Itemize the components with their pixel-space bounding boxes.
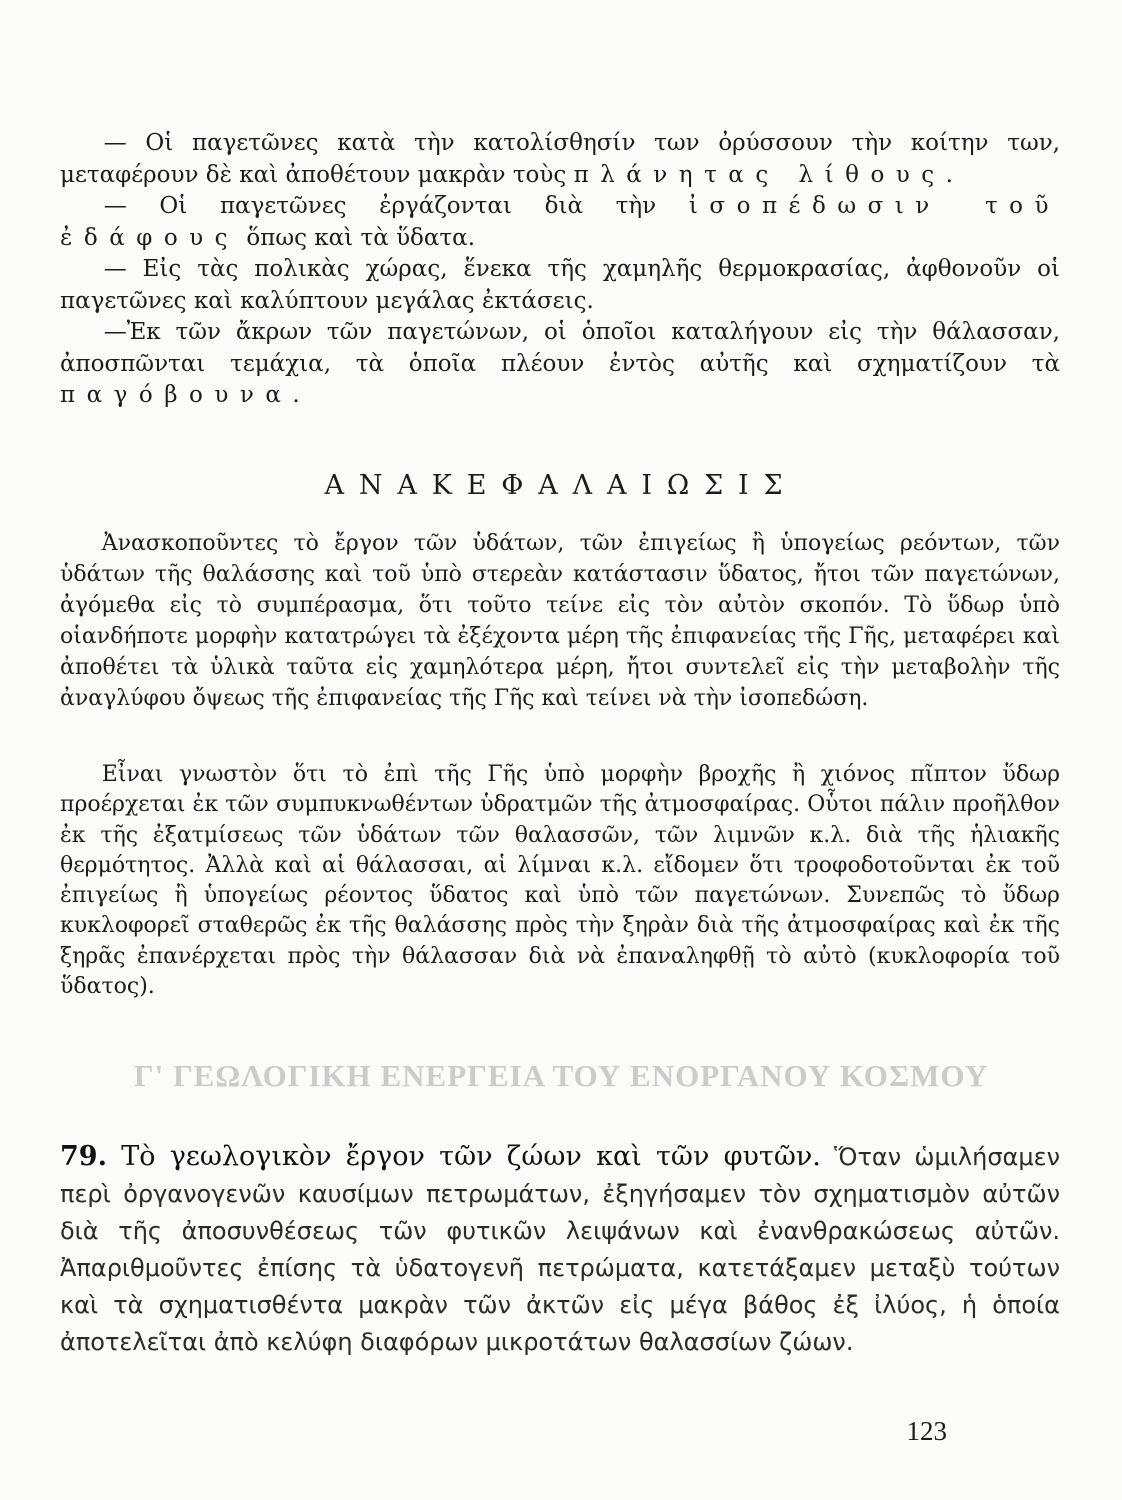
page-number: 123 [906, 1416, 947, 1446]
paragraph-water-cycle: Εἶναι γνωστὸν ὅτι τὸ ἐπὶ τῆς Γῆς ὑπὸ μορφὴν βροχῆς ἢ χιόνος πῖπτον ὕδωρ προέρχεται ἐκ τῶν συμπυκνωθέντων ὑδρατμῶν τῆς ἀτμοσφαίρας. Οὗτοι πάλιν προῆλθον ἐκ τῆς ἐξατμίσεως τῶν ὑδάτων τῶν θαλασσῶν, τῶν λιμνῶν κ.λ. διὰ τῆς ἡλιακῆς θερμότητος. Ἀλλὰ καὶ αἱ θάλασσαι, αἱ λίμναι κ.λ. εἴδομεν ὅτι τροφοδοτοῦνται ἐκ τοῦ ἐπιγείως ἢ ὑπογείως ρέοντος ὕδατος καὶ ὑπὸ τῶν παγετώνων. Συνεπῶς τὸ ὕδωρ κυκλοφορεῖ σταθερῶς ἐκ τῆς θαλάσσης πρὸς τὴν ξηρὰν διὰ τῆς ἀτμοσφαίρας καὶ ἐκ τῆς ξηρᾶς ἐπανέρχεται πρὸς τὴν θάλασσαν διὰ νὰ ἐπαναληφθῇ τὸ αὐτὸ (κυκλοφορία τοῦ ὕδατος). [60, 762, 1060, 1000]
paragraph-glacier-erosion: — Οἱ παγετῶνες κατὰ τὴν κατολίσθησίν των ὀρύσσουν τὴν κοίτην των, μεταφέρουν δὲ καὶ ἀποθέτουν μακρὰν τοὺς πλάνητας λίθους. [60, 130, 1060, 188]
paragraph-79 [60, 1138, 1060, 1361]
paragraph-icebergs: —Ἐκ τῶν ἄκρων τῶν παγετώνων, οἱ ὁποῖοι καταλήγουν εἰς τὴν θάλασσαν, ἀποσπῶνται τεμάχια, τὰ ὁποῖα πλέουν ἐντὸς αὐτῆς καὶ σχηματίζουν τὰ παγόβουνα. [60, 319, 1060, 408]
spaced-term: πλάνητας λίθους [573, 161, 946, 188]
section-79-text: Ὅταν ὡμιλήσαμεν περὶ ὀργανογενῶν καυσίμων πετρωμάτων, ἐξηγήσαμεν τὸν σχηματισμὸν αὐτῶν διὰ τῆς ἀποσυνθέσεως τῶν φυτικῶν λειψάνων καὶ ἐνανθρακώσεως αὐτῶν. Ἀπαριθμοῦντες ἐπίσης τὰ ὑδατογενῆ πετρώματα, κατετάξαμεν μεταξὺ τούτων καὶ τὰ σχηματισθέντα μακρὰν τῶν ἀκτῶν εἰς μέγα βάθος ἐξ ἰλύος, ἡ ὁποία ἀποτελεῖται ἀπὸ κελύφη διαφόρων μικροτάτων θαλασσίων ζώων. [60, 1143, 1060, 1356]
summary-heading: ΑΝΑΚΕΦΑΛΑΙΩΣΙΣ [324, 470, 798, 501]
section-number: 79. [60, 1141, 107, 1172]
paragraph-glacier-leveling: — Οἱ παγετῶνες ἐργάζονται διὰ τὴν ἰσοπέδωσιν τοῦ ἐδάφους ὅπως καὶ τὰ ὕδατα. [60, 193, 1061, 251]
spaced-term: ἰσοπέδωσιν τοῦ ἐδάφους [60, 193, 1061, 251]
glacier-paragraphs [60, 128, 1060, 412]
spaced-term: παγόβουνα [60, 382, 293, 408]
paragraph-summary-water-work: Ἀνασκοποῦντες τὸ ἔργον τῶν ὑδάτων, τῶν ἐπιγείως ἢ ὑπογείως ρεόντων, τῶν ὑδάτων τῆς θαλάσσης καὶ τοῦ ὑπὸ στερεὰν κατάστασιν ὕδατος, ἤτοι τῶν παγετώνων, ἀγόμεθα εἰς τὸ συμπέρασμα, ὅτι τοῦτο τείνε εἰς τὸν αὐτὸν σκοπόν. Τὸ ὕδωρ ὑπὸ οἱανδήποτε μορφὴν κατατρώγει τὰ ἐξέχοντα μέρη τῆς ἐπιφανείας τῆς Γῆς, μεταφέρει καὶ ἀποθέτει τὰ ὑλικὰ ταῦτα εἰς χαμηλότερα μέρη, ἤτοι συντελεῖ εἰς τὴν μεταβολὴν τῆς ἀναγλύφου ὄψεως τῆς ἐπιφανείας τῆς Γῆς καὶ τείνει νὰ τὴν ἰσοπεδώση. [60, 531, 1060, 711]
section-title: Γ' ΓΕΩΛΟΓΙΚΗ ΕΝΕΡΓΕΙΑ ΤΟΥ ΕΝΟΡΓΑΝΟΥ ΚΟΣΜΟΥ [133, 1058, 989, 1093]
section-79-heading [60, 1141, 821, 1172]
section-79-title: Τὸ γεωλογικὸν ἔργον τῶν ζώων καὶ τῶν φυτῶν. [121, 1141, 821, 1172]
paragraph-polar-glaciers: — Εἰς τὰς πολικὰς χώρας, ἕνεκα τῆς χαμηλῆς θερμοκρασίας, ἀφθονοῦν οἱ παγετῶνες καὶ καλύπτουν μεγάλας ἐκτάσεις. [60, 256, 1060, 314]
